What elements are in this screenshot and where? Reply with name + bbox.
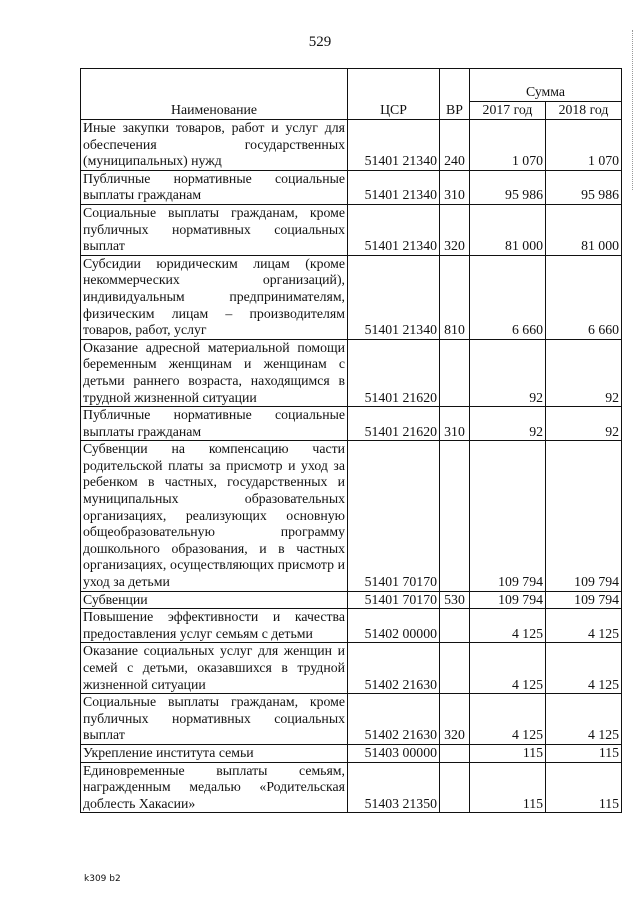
row-vr: 320 [440, 204, 470, 255]
row-csr: 51402 00000 [348, 609, 440, 643]
row-name: Повышение эффективности и качества предоставления услуг семьям с детьми [81, 609, 348, 643]
table-row [81, 694, 622, 745]
row-amount-2017: 81 000 [470, 204, 546, 255]
row-amount-2017: 1 070 [470, 120, 546, 171]
row-amount-2018: 95 986 [546, 170, 622, 204]
row-vr: 310 [440, 407, 470, 441]
row-vr [440, 441, 470, 591]
row-amount-2018: 115 [546, 762, 622, 813]
table-row [81, 204, 622, 255]
header-csr: ЦСР [348, 69, 440, 120]
row-amount-2018: 109 794 [546, 441, 622, 591]
row-vr [440, 339, 470, 406]
row-amount-2017: 95 986 [470, 170, 546, 204]
row-csr: 51401 21620 [348, 407, 440, 441]
row-csr: 51401 21620 [348, 339, 440, 406]
row-vr: 240 [440, 120, 470, 171]
scan-edge-mark [632, 30, 637, 190]
row-vr: 810 [440, 255, 470, 339]
row-amount-2017: 109 794 [470, 441, 546, 591]
header-sum: Сумма [470, 69, 622, 102]
row-vr [440, 643, 470, 694]
table-row [81, 339, 622, 406]
footer-code: k309 b2 [84, 874, 121, 884]
row-name: Субсидии юридическим лицам (кроме некоммерческих организаций), индивидуальным предпринимателям, физическим лицам – производителям товаров, работ, услуг [81, 255, 348, 339]
row-csr: 51401 70170 [348, 441, 440, 591]
row-csr: 51401 70170 [348, 591, 440, 609]
table-body [81, 120, 622, 813]
table-row [81, 591, 622, 609]
row-amount-2018: 4 125 [546, 694, 622, 745]
row-csr: 51402 21630 [348, 643, 440, 694]
row-name: Субвенции [81, 591, 348, 609]
row-csr: 51401 21340 [348, 170, 440, 204]
row-name: Оказание социальных услуг для женщин и семей с детьми, оказавшихся в трудной жизненной ситуации [81, 643, 348, 694]
row-amount-2017: 115 [470, 744, 546, 762]
page-number: 529 [308, 34, 332, 50]
row-amount-2017: 4 125 [470, 609, 546, 643]
table-header [81, 69, 622, 120]
row-name: Субвенции на компенсацию части родительской платы за присмотр и уход за ребенком в частных, государственных и муниципальных образовательных организациях, реализующих основную общеобразовательную программу дошкольного образования, и в частных организациях, осуществляющих присмотр и уход за детьми [81, 441, 348, 591]
table-row [81, 762, 622, 813]
row-amount-2018: 1 070 [546, 120, 622, 171]
row-amount-2017: 115 [470, 762, 546, 813]
row-csr: 51401 21340 [348, 204, 440, 255]
row-name: Укрепление института семьи [81, 744, 348, 762]
table-row [81, 255, 622, 339]
row-amount-2018: 4 125 [546, 609, 622, 643]
row-amount-2017: 109 794 [470, 591, 546, 609]
row-amount-2018: 109 794 [546, 591, 622, 609]
row-vr [440, 762, 470, 813]
row-name: Социальные выплаты гражданам, кроме публичных нормативных социальных выплат [81, 694, 348, 745]
table-row [81, 170, 622, 204]
table-row [81, 744, 622, 762]
row-name: Единовременные выплаты семьям, награжденным медалью «Родительская доблесть Хакасии» [81, 762, 348, 813]
row-csr: 51402 21630 [348, 694, 440, 745]
row-amount-2018: 6 660 [546, 255, 622, 339]
row-amount-2018: 115 [546, 744, 622, 762]
row-csr: 51401 21340 [348, 120, 440, 171]
row-csr: 51401 21340 [348, 255, 440, 339]
row-csr: 51403 21350 [348, 762, 440, 813]
row-amount-2017: 92 [470, 339, 546, 406]
budget-table [80, 68, 622, 813]
row-vr: 310 [440, 170, 470, 204]
header-year-2017: 2017 год [470, 102, 546, 120]
header-vr: ВР [440, 69, 470, 120]
row-name: Публичные нормативные социальные выплаты гражданам [81, 170, 348, 204]
row-name: Социальные выплаты гражданам, кроме публичных нормативных социальных выплат [81, 204, 348, 255]
row-amount-2017: 92 [470, 407, 546, 441]
row-amount-2017: 4 125 [470, 694, 546, 745]
table-row [81, 643, 622, 694]
table-row [81, 407, 622, 441]
row-amount-2017: 4 125 [470, 643, 546, 694]
row-csr: 51403 00000 [348, 744, 440, 762]
table-row [81, 609, 622, 643]
table-row [81, 441, 622, 591]
row-amount-2017: 6 660 [470, 255, 546, 339]
row-vr: 530 [440, 591, 470, 609]
table-row [81, 120, 622, 171]
header-year-2018: 2018 год [546, 102, 622, 120]
header-name: Наименование [81, 69, 348, 120]
row-vr [440, 609, 470, 643]
row-vr [440, 744, 470, 762]
row-vr: 320 [440, 694, 470, 745]
row-name: Оказание адресной материальной помощи беременным женщинам и женщинам с детьми раннего возраста, находящимся в трудной жизненной ситуации [81, 339, 348, 406]
row-amount-2018: 92 [546, 407, 622, 441]
row-amount-2018: 92 [546, 339, 622, 406]
row-amount-2018: 81 000 [546, 204, 622, 255]
row-name: Публичные нормативные социальные выплаты гражданам [81, 407, 348, 441]
row-name: Иные закупки товаров, работ и услуг для обеспечения государственных (муниципальных) нужд [81, 120, 348, 171]
row-amount-2018: 4 125 [546, 643, 622, 694]
